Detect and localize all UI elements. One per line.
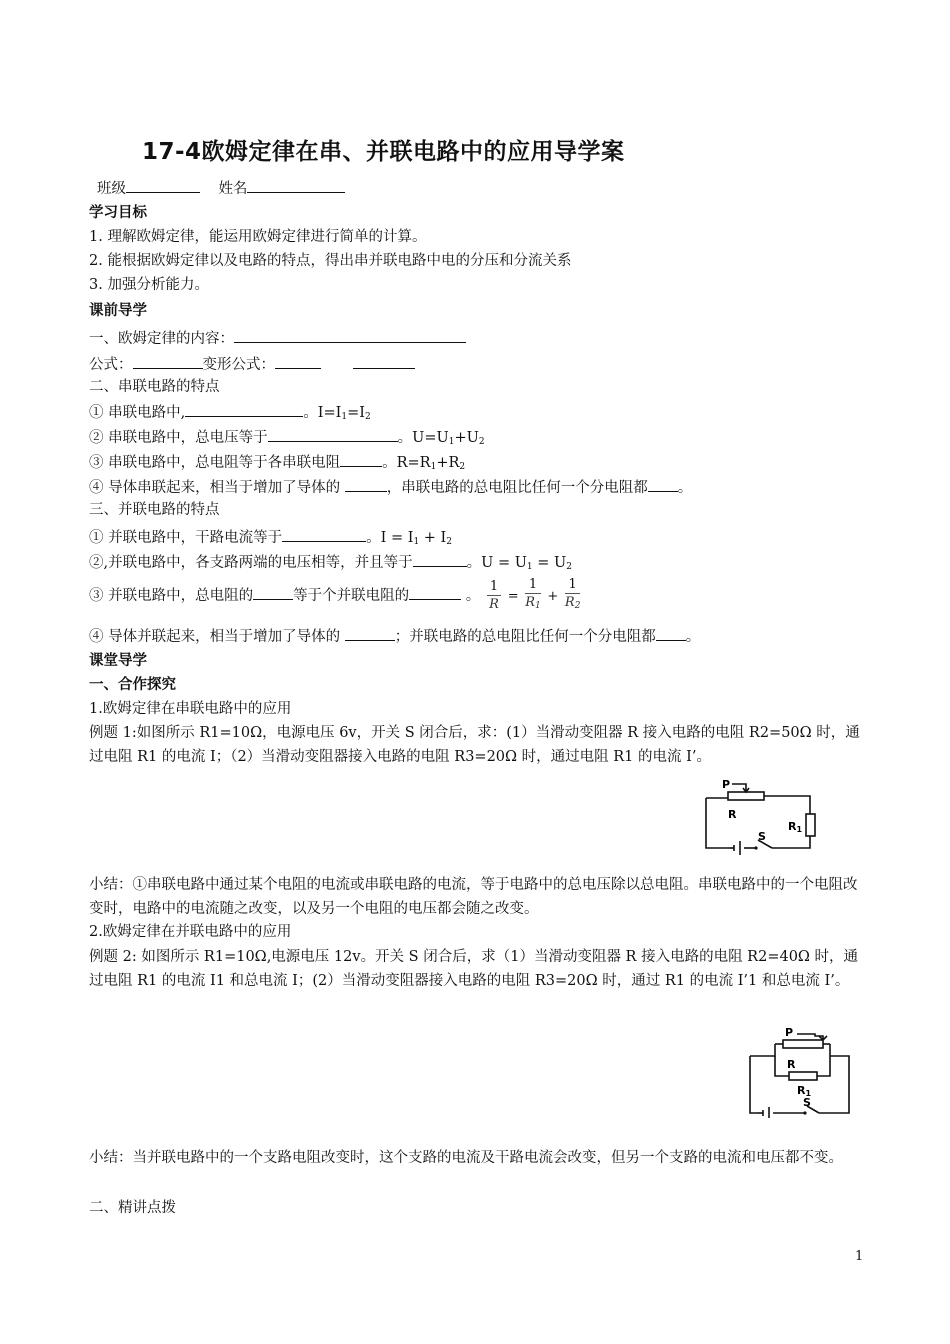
fraction-1-over-r: [487, 579, 501, 614]
series-item-4-blank-2[interactable]: [648, 476, 678, 492]
objectives-heading: 学习目标: [89, 205, 147, 221]
subscript: 2: [478, 437, 485, 447]
name-blank[interactable]: [247, 177, 345, 193]
fraction-1-over-r1: [525, 577, 541, 615]
subscript: 2: [574, 601, 581, 611]
series-item-4: [89, 476, 692, 498]
fraction-numerator: 1: [487, 579, 501, 596]
series-item-3-eq2: +R: [436, 455, 460, 471]
fraction-r: R: [525, 595, 536, 610]
objective-item-3: 3. 加强分析能力。: [89, 277, 209, 293]
series-item-2-blank[interactable]: [268, 426, 398, 442]
parallel-circuit-diagram: [745, 1026, 855, 1118]
summary-2: 小结：当并联电路中的一个支路电阻改变时，这个支路的电流及干路电流会改变，但另一个支路的电流和电压都不变。: [89, 1150, 843, 1166]
class-label: 班级: [97, 181, 126, 197]
series-circuit-diagram: [700, 776, 825, 861]
series-item-2-text: ② 串联电路中，总电压等于: [89, 430, 268, 446]
parallel-item-4-text2: ；并联电路的总电阻比任何一个分电阻都: [394, 629, 656, 645]
formula-line: [89, 353, 415, 375]
fraction-denominator: [525, 594, 541, 615]
series-item-3-text: ③ 串联电路中，总电阻等于各串联电阻: [89, 455, 341, 471]
parallel-item-3-text: ③ 并联电路中，总电阻的: [89, 588, 254, 604]
part2-heading: 2.欧姆定律在并联电路中的应用: [89, 924, 292, 940]
variant-formula-label: 变形公式：: [202, 357, 275, 373]
label-r: R: [787, 1058, 796, 1071]
series-item-4-text2: ，串联电路的总电阻比任何一个分电阻都: [386, 480, 648, 496]
ohm-law-label: 一、欧姆定律的内容：: [89, 331, 234, 347]
parallel-item-4-blank-1[interactable]: [345, 625, 395, 641]
series-item-1-eq2: =I: [347, 405, 365, 421]
subscript: 1: [430, 462, 437, 472]
subscript: 1: [413, 537, 420, 547]
parallel-item-3-blank-1[interactable]: [253, 584, 293, 600]
parallel-item-2-blank[interactable]: [413, 551, 467, 567]
section-2-heading: 二、精讲点拨: [89, 1200, 176, 1216]
subscript: 1: [535, 601, 541, 611]
series-item-4-end: 。: [677, 480, 693, 496]
parallel-item-4: [89, 625, 700, 647]
parallel-item-1-eq: 。I = I: [366, 530, 414, 546]
example-1: 例题 1:如图所示 R1=10Ω，电源电压 6v，开关 S 闭合后，求：(1）当滑动变阻器 R 接入电路的电阻 R2=50Ω 时，通过电阻 R1 的电流 I；（2）当滑动变阻器接入电路的电阻 R3=20Ω 时，通过电阻 R1 的电流 I’。: [89, 725, 860, 765]
parallel-item-2-text: ②,并联电路中，各支路两端的电压相等，并且等于: [89, 555, 413, 571]
subscript: 2: [364, 412, 371, 422]
subscript: 2: [566, 562, 572, 572]
parallel-item-3-blank-2[interactable]: [409, 584, 461, 600]
parallel-item-1-text: ① 并联电路中，干路电流等于: [89, 530, 283, 546]
variant-blank-1[interactable]: [275, 353, 321, 369]
label-p: P: [785, 1026, 794, 1039]
preview-heading: 课前导学: [89, 303, 147, 319]
plus-sign: +: [547, 589, 559, 604]
parallel-item-4-end: 。: [685, 629, 701, 645]
page-number: 1: [855, 1249, 864, 1264]
formula-label: 公式：: [89, 357, 133, 373]
parallel-item-3-end: 。: [461, 588, 481, 604]
classroom-heading: 课堂导学: [89, 653, 147, 669]
equals-sign: =: [507, 589, 519, 604]
series-item-2-eq2: +U: [454, 430, 479, 446]
name-label: 姓名: [218, 181, 248, 197]
parallel-item-1-eq2: + I: [419, 530, 447, 546]
fraction-denominator: R: [489, 596, 499, 612]
parallel-item-1-blank[interactable]: [282, 526, 366, 542]
series-item-4-blank-1[interactable]: [345, 476, 387, 492]
label-s: S: [758, 830, 766, 843]
label-r1: R1: [797, 1084, 812, 1098]
variant-blank-2[interactable]: [353, 353, 415, 369]
series-item-1-eq: 。I=I: [303, 405, 342, 421]
parallel-heading: 三、并联电路的特点: [89, 502, 220, 518]
series-item-3-eq: 。R=R: [382, 455, 431, 471]
series-item-1: [89, 401, 371, 427]
series-item-3: [89, 451, 465, 477]
objective-item-2: 2. 能根据欧姆定律以及电路的特点，得出串并联电路中电的分压和分流关系: [89, 253, 572, 269]
ohm-law-blank[interactable]: [234, 327, 466, 343]
parallel-item-3-text2: 等于个并联电阻的: [293, 588, 410, 604]
fraction-1-over-r2: [565, 577, 581, 615]
series-item-2-eq: 。U=U: [397, 430, 449, 446]
fraction-numerator: 1: [525, 577, 541, 594]
parallel-item-2-eq: 。U = U: [466, 555, 527, 571]
ohm-law-content: [89, 327, 466, 349]
switch-pivot: [754, 846, 757, 849]
subscript: 1: [448, 437, 455, 447]
series-item-1-blank[interactable]: [185, 401, 303, 417]
subscript: 2: [459, 462, 466, 472]
parallel-item-2: [89, 551, 572, 577]
series-item-4-text: ④ 导体串联起来，相当于增加了导体的: [89, 480, 345, 496]
fraction-numerator: 1: [565, 577, 581, 594]
series-item-2: [89, 426, 485, 452]
part1-heading: 1.欧姆定律在串联电路中的应用: [89, 701, 292, 717]
parallel-item-2-eq2: = U: [532, 555, 567, 571]
parallel-item-4-blank-2[interactable]: [656, 625, 686, 641]
subscript: 1: [526, 562, 533, 572]
series-item-1-text: ① 串联电路中,: [89, 405, 186, 421]
label-r1: R1: [788, 820, 803, 834]
series-item-3-blank[interactable]: [340, 451, 382, 467]
class-blank[interactable]: [126, 177, 200, 193]
coop-heading: 一、合作探究: [89, 677, 176, 693]
label-s: S: [803, 1096, 811, 1109]
header-fields: [97, 177, 345, 199]
example-2: 例题 2: 如图所示 R1=10Ω,电源电压 12v。开关 S 闭合后，求（1）当滑动变阻器 R 接入电路的电阻 R2=40Ω 时，通过电阻 R1 的电流 I1 和总电流 I；(2）当滑动变阻器接入电路的电阻 R3=20Ω 时，通过 R1 的电流 I’1 和总电流 I’。: [89, 949, 859, 989]
fraction-r: R: [564, 595, 575, 610]
series-heading: 二、串联电路的特点: [89, 379, 220, 395]
summary-1: 小结：①串联电路中通过某个电阻的电流或串联电路的电流，等于电路中的总电压除以总电阻。串联电路中的一个电阻改变时，电路中的电流随之改变，以及另一个电阻的电压都会随之改变。: [89, 877, 858, 917]
formula-blank[interactable]: [133, 353, 203, 369]
label-p: P: [722, 778, 731, 791]
fraction-denominator: [565, 594, 581, 615]
label-r: R: [728, 808, 737, 821]
parallel-item-4-text: ④ 导体并联起来，相当于增加了导体的: [89, 629, 345, 645]
parallel-item-1: [89, 526, 452, 552]
subscript: 1: [341, 412, 348, 422]
switch-pivot: [803, 1111, 806, 1114]
objective-item-1: 1. 理解欧姆定律，能运用欧姆定律进行简单的计算。: [89, 229, 427, 245]
parallel-item-3: [89, 576, 582, 617]
page-title: 17-4欧姆定律在串、并联电路中的应用导学案: [142, 139, 625, 165]
subscript: 2: [446, 537, 453, 547]
